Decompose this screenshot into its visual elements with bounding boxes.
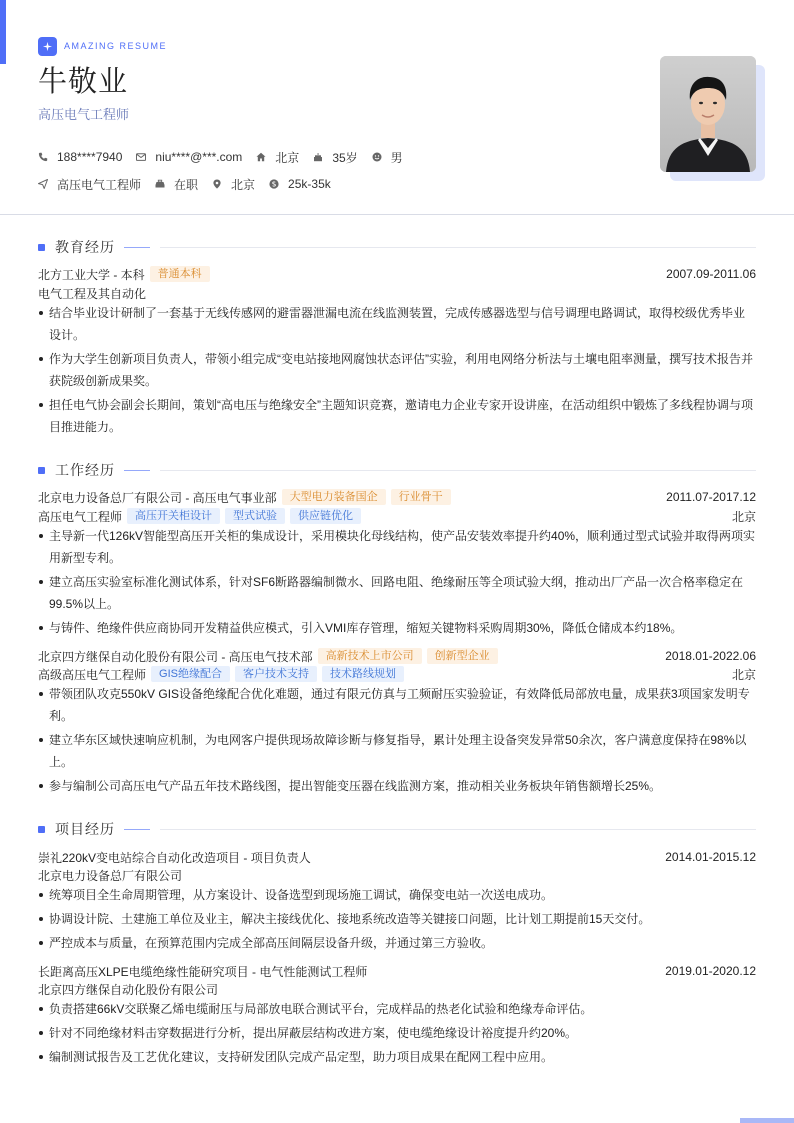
section-rule xyxy=(160,470,756,471)
location-pin-icon xyxy=(212,179,222,189)
project-org-row xyxy=(38,980,756,998)
candidate-title: 高压电气工程师 xyxy=(38,107,130,122)
salary-item xyxy=(269,177,331,191)
school-degree: 北方工业大学 - 本科 xyxy=(38,267,145,282)
company-name: 北京电力设备总厂有限公司 - 高压电气事业部 xyxy=(38,490,277,505)
email-text: niu****@***.com xyxy=(155,150,243,164)
work-date: 2011.07-2017.12 xyxy=(666,490,756,504)
candidate-name: 牛敬业 xyxy=(38,66,129,98)
list-item: 建立高压实验室标准化测试体系，针对SF6断路器编制微水、回路电阻、绝缘耐压等全项试验大纲，推动出厂产品一次合格率稳定在99.5%以上。 xyxy=(38,571,756,615)
home-icon xyxy=(256,152,266,162)
list-item: 带领团队攻克550kV GIS设备绝缘配合优化难题，通过有限元仿真与工频耐压实验验证，有效降低局部放电量，成果获3项国家发明专利。 xyxy=(38,683,756,727)
work-entry-header xyxy=(38,488,756,506)
gender-item xyxy=(372,149,403,166)
section-title: 教育经历 xyxy=(55,239,115,255)
section-marker xyxy=(38,826,45,833)
profile-photo xyxy=(660,56,766,182)
work-bullets xyxy=(38,525,756,641)
mail-icon xyxy=(136,152,146,162)
skill-tag: 型式试验 xyxy=(225,508,285,524)
project-date: 2014.01-2015.12 xyxy=(665,850,756,864)
city-text: 北京 xyxy=(275,150,300,165)
list-item: 统筹项目全生命周期管理，从方案设计、设备选型到现场施工调试，确保变电站一次送电成功。 xyxy=(38,884,756,906)
portrait-image xyxy=(660,56,756,172)
section-title: 工作经历 xyxy=(55,462,115,478)
phone-text: 188****7940 xyxy=(57,150,123,164)
salary-text: 25k-35k xyxy=(288,177,331,191)
contact-row xyxy=(38,148,756,166)
phone-icon xyxy=(38,152,48,162)
skill-tag: 供应链优化 xyxy=(290,508,361,524)
section-rule xyxy=(160,247,756,248)
sparkle-icon xyxy=(38,37,57,56)
brand xyxy=(38,36,756,56)
projects-section-header xyxy=(38,819,756,839)
project-date: 2019.01-2020.12 xyxy=(665,964,756,978)
company-tag: 行业骨干 xyxy=(391,489,451,505)
project-entry-header xyxy=(38,962,756,980)
section-dash xyxy=(124,829,150,830)
email-item xyxy=(136,150,242,164)
section-title: 项目经历 xyxy=(55,821,115,837)
section-dash xyxy=(124,470,150,471)
project-org-row xyxy=(38,866,756,884)
education-major: 电气工程及其自动化 xyxy=(38,286,147,301)
project-entry-header xyxy=(38,848,756,866)
work-location: 北京 xyxy=(731,509,756,524)
skill-tag: 技术路线规划 xyxy=(322,666,404,682)
status-item xyxy=(155,176,198,193)
briefcase-icon xyxy=(155,179,165,189)
project-name-role: 崇礼220kV变电站综合自动化改造项目 - 项目负责人 xyxy=(38,850,311,865)
list-item: 针对不同绝缘材料击穿数据进行分析，提出屏蔽层结构改进方案，使电缆绝缘设计裕度提升约20%。 xyxy=(38,1022,756,1044)
status-text: 在职 xyxy=(174,177,199,192)
coin-icon xyxy=(269,179,279,189)
list-item: 负责搭建66kV交联聚乙烯电缆耐压与局部放电联合测试平台，完成样品的热老化试验和绝缘寿命评估。 xyxy=(38,998,756,1020)
position-title: 高级高压电气工程师 xyxy=(38,667,147,682)
accent-bar xyxy=(0,0,6,64)
target-city-text: 北京 xyxy=(231,177,256,192)
work-position-row xyxy=(38,665,756,683)
list-item: 结合毕业设计研制了一套基于无线传感网的避雷器泄漏电流在线监测装置，完成传感器选型与信号调理电路调试，取得校级优秀毕业设计。 xyxy=(38,302,756,346)
target-job-text: 高压电气工程师 xyxy=(57,177,142,192)
education-entry-header xyxy=(38,265,756,283)
company-name: 北京四方继保自动化股份有限公司 - 高压电气技术部 xyxy=(38,649,313,664)
gender-text: 男 xyxy=(390,150,403,165)
work-location: 北京 xyxy=(731,667,756,682)
header-divider xyxy=(0,214,794,215)
phone-item xyxy=(38,150,122,164)
list-item: 参与编制公司高压电气产品五年技术路线图，提出智能变压器在线监测方案，推动相关业务板块年销售额增长25%。 xyxy=(38,775,756,797)
send-icon xyxy=(38,179,48,189)
work-date: 2018.01-2022.06 xyxy=(665,649,756,663)
resume-header xyxy=(38,36,756,193)
project-bullets xyxy=(38,884,756,956)
target-job-item xyxy=(38,176,141,193)
city-item xyxy=(256,149,299,166)
section-marker xyxy=(38,467,45,474)
list-item: 编制测试报告及工艺优化建议，支持研发团队完成产品定型，助力项目成果在配网工程中应用。 xyxy=(38,1046,756,1068)
section-rule xyxy=(160,829,756,830)
education-bullets xyxy=(38,302,756,440)
education-section-header xyxy=(38,237,756,257)
company-tag: 高新技术上市公司 xyxy=(318,648,422,664)
section-dash xyxy=(124,247,150,248)
age-item xyxy=(313,149,357,166)
company-tag: 大型电力装备国企 xyxy=(282,489,386,505)
section-marker xyxy=(38,244,45,251)
list-item: 主导新一代126kV智能型高压开关柜的集成设计，采用模块化母线结构，使产品安装效率提升约40%，顺利通过型式试验并取得两项实用新型专利。 xyxy=(38,525,756,569)
education-major-row xyxy=(38,284,756,302)
age-text: 35岁 xyxy=(332,150,358,165)
list-item: 与铸件、绝缘件供应商协同开发精益供应模式，引入VMI库存管理，缩短关键物料采购周期30%，降低仓储成本约18%。 xyxy=(38,617,756,639)
list-item: 建立华东区域快速响应机制，为电网客户提供现场故障诊断与修复指导，累计处理主设备突发异常50余次，客户满意度保持在98%以上。 xyxy=(38,729,756,773)
project-org: 北京四方继保自动化股份有限公司 xyxy=(38,982,219,997)
position-title: 高压电气工程师 xyxy=(38,509,123,524)
project-bullets xyxy=(38,998,756,1070)
project-name-role: 长距离高压XLPE电缆绝缘性能研究项目 - 电气性能测试工程师 xyxy=(38,964,368,979)
work-section-header xyxy=(38,460,756,480)
brand-text: AMAZING RESUME xyxy=(64,41,168,51)
list-item: 协调设计院、土建施工单位及业主，解决主接线优化、接地系统改造等关键接口问题，比计划工期提前15天交付。 xyxy=(38,908,756,930)
company-tag: 创新型企业 xyxy=(427,648,498,664)
list-item: 作为大学生创新项目负责人，带领小组完成“变电站接地网腐蚀状态评估”实验，利用电网络分析法与土壤电阻率测量，撰写技术报告并获院级创新成果奖。 xyxy=(38,348,756,392)
education-tag: 普通本科 xyxy=(150,266,210,282)
education-date: 2007.09-2011.06 xyxy=(666,267,756,281)
skill-tag: 客户技术支持 xyxy=(235,666,317,682)
bottom-accent-bar xyxy=(740,1118,794,1123)
list-item: 严控成本与质量，在预算范围内完成全部高压间隔层设备升级，并通过第三方验收。 xyxy=(38,932,756,954)
cake-icon xyxy=(313,152,323,162)
skill-tag: 高压开关柜设计 xyxy=(127,508,220,524)
work-position-row xyxy=(38,507,756,525)
job-intent-row xyxy=(38,175,756,193)
work-bullets xyxy=(38,683,756,799)
work-entry-header xyxy=(38,647,756,665)
list-item: 担任电气协会副会长期间，策划“高电压与绝缘安全”主题知识竞赛，邀请电力企业专家开设讲座，在活动组织中锻炼了多线程协调与项目推进能力。 xyxy=(38,394,756,438)
target-city-item xyxy=(212,176,255,193)
smile-icon xyxy=(372,152,382,162)
skill-tag: GIS绝缘配合 xyxy=(151,666,230,682)
project-org: 北京电力设备总厂有限公司 xyxy=(38,868,183,883)
